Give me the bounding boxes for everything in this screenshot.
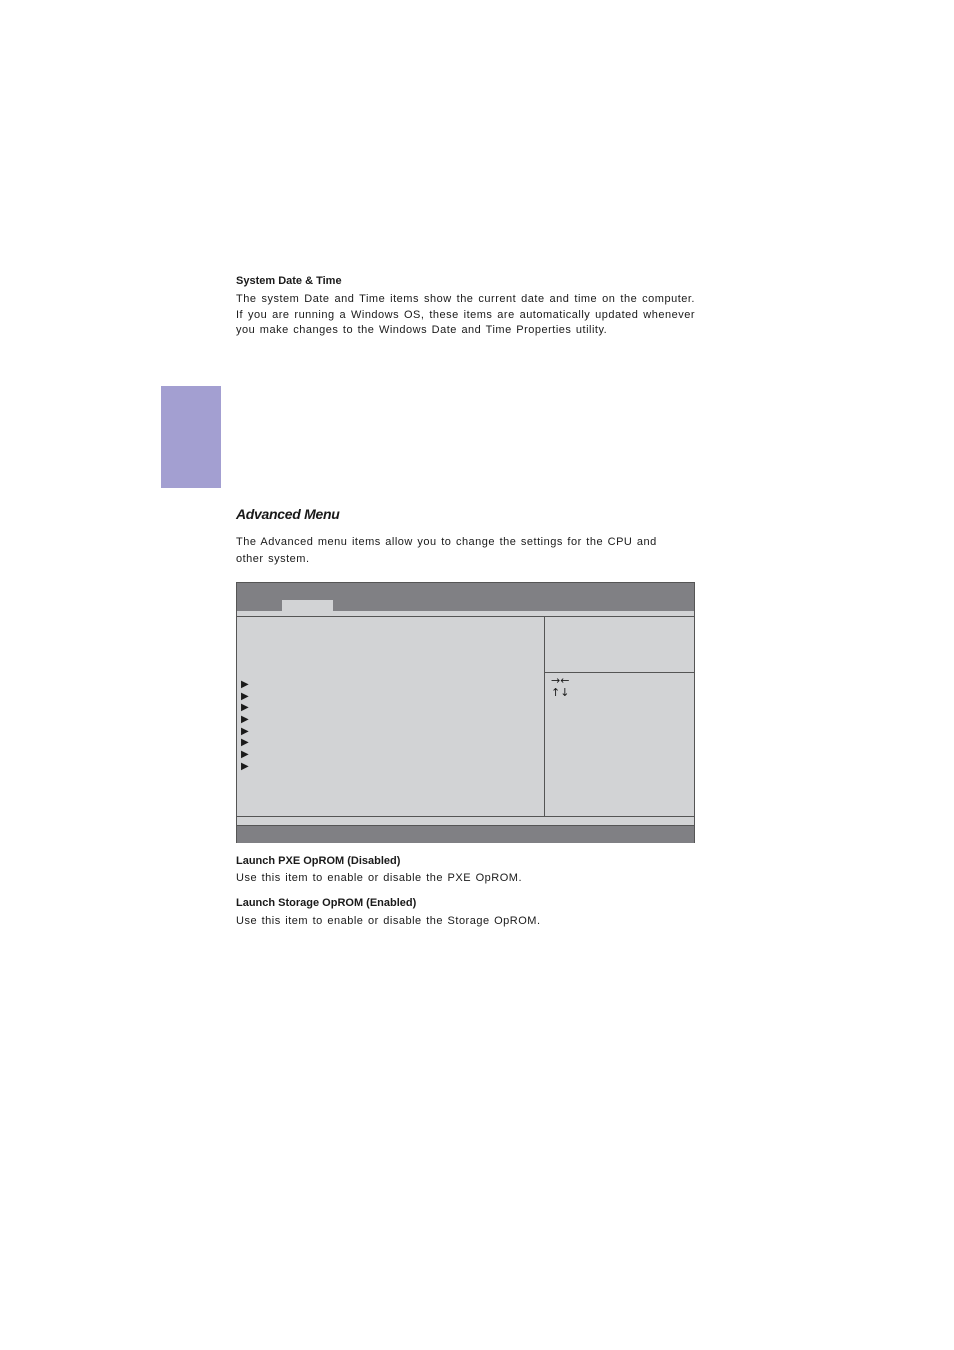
item-body-storage: Use this item to enable or disable the Storage OpROM. xyxy=(236,915,541,927)
bios-submenu-arrow-icon[interactable]: ▶ xyxy=(241,749,249,761)
bios-submenu-arrow-icon[interactable]: ▶ xyxy=(241,690,249,702)
bios-menu-bar xyxy=(237,583,694,611)
bios-screen xyxy=(236,582,695,843)
item-body-pxe: Use this item to enable or disable the PXE OpROM. xyxy=(236,872,523,884)
bios-submenu-arrow-icon[interactable]: ▶ xyxy=(241,702,249,714)
bios-bottom-separator xyxy=(237,816,694,817)
bios-tab-advanced[interactable] xyxy=(282,600,333,611)
bios-submenu-arrow-icon[interactable]: ▶ xyxy=(241,760,249,772)
item-heading-storage: Launch Storage OpROM (Enabled) xyxy=(236,897,417,909)
bios-submenu-arrow-icon[interactable]: ▶ xyxy=(241,714,249,726)
bios-help-divider xyxy=(545,672,694,673)
up-down-arrows-icon: ↑↓ xyxy=(551,686,570,699)
bios-submenu-arrow-icon[interactable]: ▶ xyxy=(241,725,249,737)
section-heading-date-time: System Date & Time xyxy=(236,275,342,287)
left-right-arrows-icon: →← xyxy=(551,674,570,687)
bios-submenu-arrow-icon[interactable]: ▶ xyxy=(241,679,249,690)
bios-panel-divider xyxy=(544,617,545,816)
section-body-date-time: The system Date and Time items show the current date and time on the computer. If you are running a Windows OS, these items are automatically updated whenever you make changes to the Windows Date and Time Properties utility. xyxy=(236,293,695,336)
chapter-side-tab xyxy=(161,386,221,488)
bios-submenu-arrow-icon[interactable]: ▶ xyxy=(241,737,249,749)
advanced-menu-description: The Advanced menu items allow you to change the settings for the CPU and other system. xyxy=(236,536,657,565)
bios-title-separator xyxy=(237,611,694,617)
bios-submenu-list xyxy=(241,679,249,773)
advanced-menu-title: Advanced Menu xyxy=(236,506,340,522)
bios-key-legend xyxy=(551,675,569,699)
bios-status-bar xyxy=(237,825,694,843)
item-heading-pxe: Launch PXE OpROM (Disabled) xyxy=(236,855,401,867)
